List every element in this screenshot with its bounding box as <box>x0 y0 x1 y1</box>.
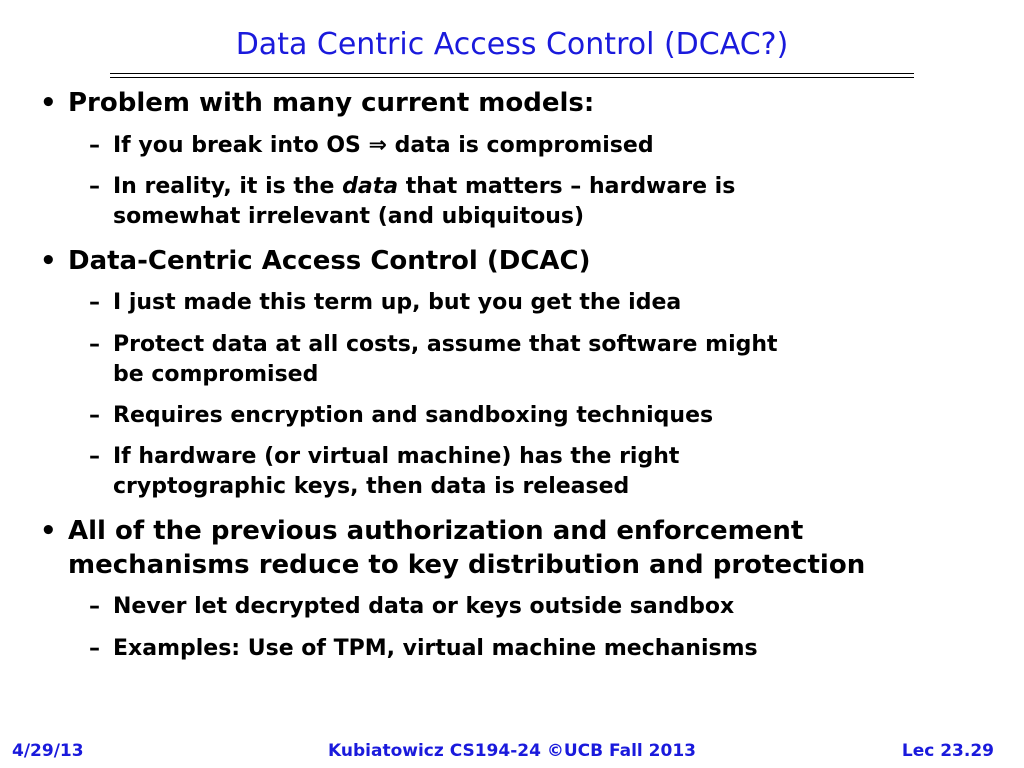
bullet-text: All of the previous authorization and enforcement <box>68 516 804 546</box>
sub-bullet-text <box>113 133 654 158</box>
slide-title: Data Centric Access Control (DCAC?) <box>235 27 789 62</box>
sub-bullet-text-part: that matters – hardware is <box>398 174 736 199</box>
bullet-text: Problem with many current models: <box>68 88 595 118</box>
sub-bullet-dash: – <box>89 133 100 158</box>
sub-bullet-text-continued: somewhat irrelevant (and ubiquitous) <box>113 204 585 229</box>
sub-bullet-text: Never let decrypted data or keys outside sandbox <box>113 594 735 619</box>
footer-course: Kubiatowicz CS194-24 ©UCB Fall 2013 <box>328 741 696 761</box>
sub-bullet-text: Protect data at all costs, assume that software might <box>113 332 778 357</box>
sub-bullet-text-part: If you break into OS <box>113 133 369 158</box>
sub-bullet-dash: – <box>89 444 100 469</box>
implies-arrow-icon: ⇒ <box>368 133 387 158</box>
bullet-dot: • <box>40 516 57 546</box>
sub-bullet-text <box>113 174 735 199</box>
sub-bullet-text: I just made this term up, but you get the idea <box>113 290 682 315</box>
sub-bullet-text-part: In reality, it is the <box>113 174 343 199</box>
footer-lecture-number: Lec 23.29 <box>901 741 994 761</box>
sub-bullet-text-continued: cryptographic keys, then data is released <box>113 474 630 499</box>
emphasized-word: data <box>342 174 399 199</box>
sub-bullet-dash: – <box>89 636 100 661</box>
sub-bullet-text: Examples: Use of TPM, virtual machine mechanisms <box>113 636 758 661</box>
sub-bullet-dash: – <box>89 174 100 199</box>
sub-bullet-dash: – <box>89 403 100 428</box>
sub-bullet-text-part: data is compromised <box>386 133 654 158</box>
sub-bullet-text-continued: be compromised <box>113 362 319 387</box>
sub-bullet-dash: – <box>89 332 100 357</box>
bullet-text: Data-Centric Access Control (DCAC) <box>68 246 591 276</box>
footer-date: 4/29/13 <box>12 741 84 761</box>
sub-bullet-text: Requires encryption and sandboxing techniques <box>113 403 714 428</box>
bullet-text-continued: mechanisms reduce to key distribution and protection <box>68 550 866 580</box>
sub-bullet-dash: – <box>89 594 100 619</box>
bullet-dot: • <box>40 246 57 276</box>
bullet-dot: • <box>40 88 57 118</box>
sub-bullet-text: If hardware (or virtual machine) has the right <box>113 444 680 469</box>
sub-bullet-dash: – <box>89 290 100 315</box>
